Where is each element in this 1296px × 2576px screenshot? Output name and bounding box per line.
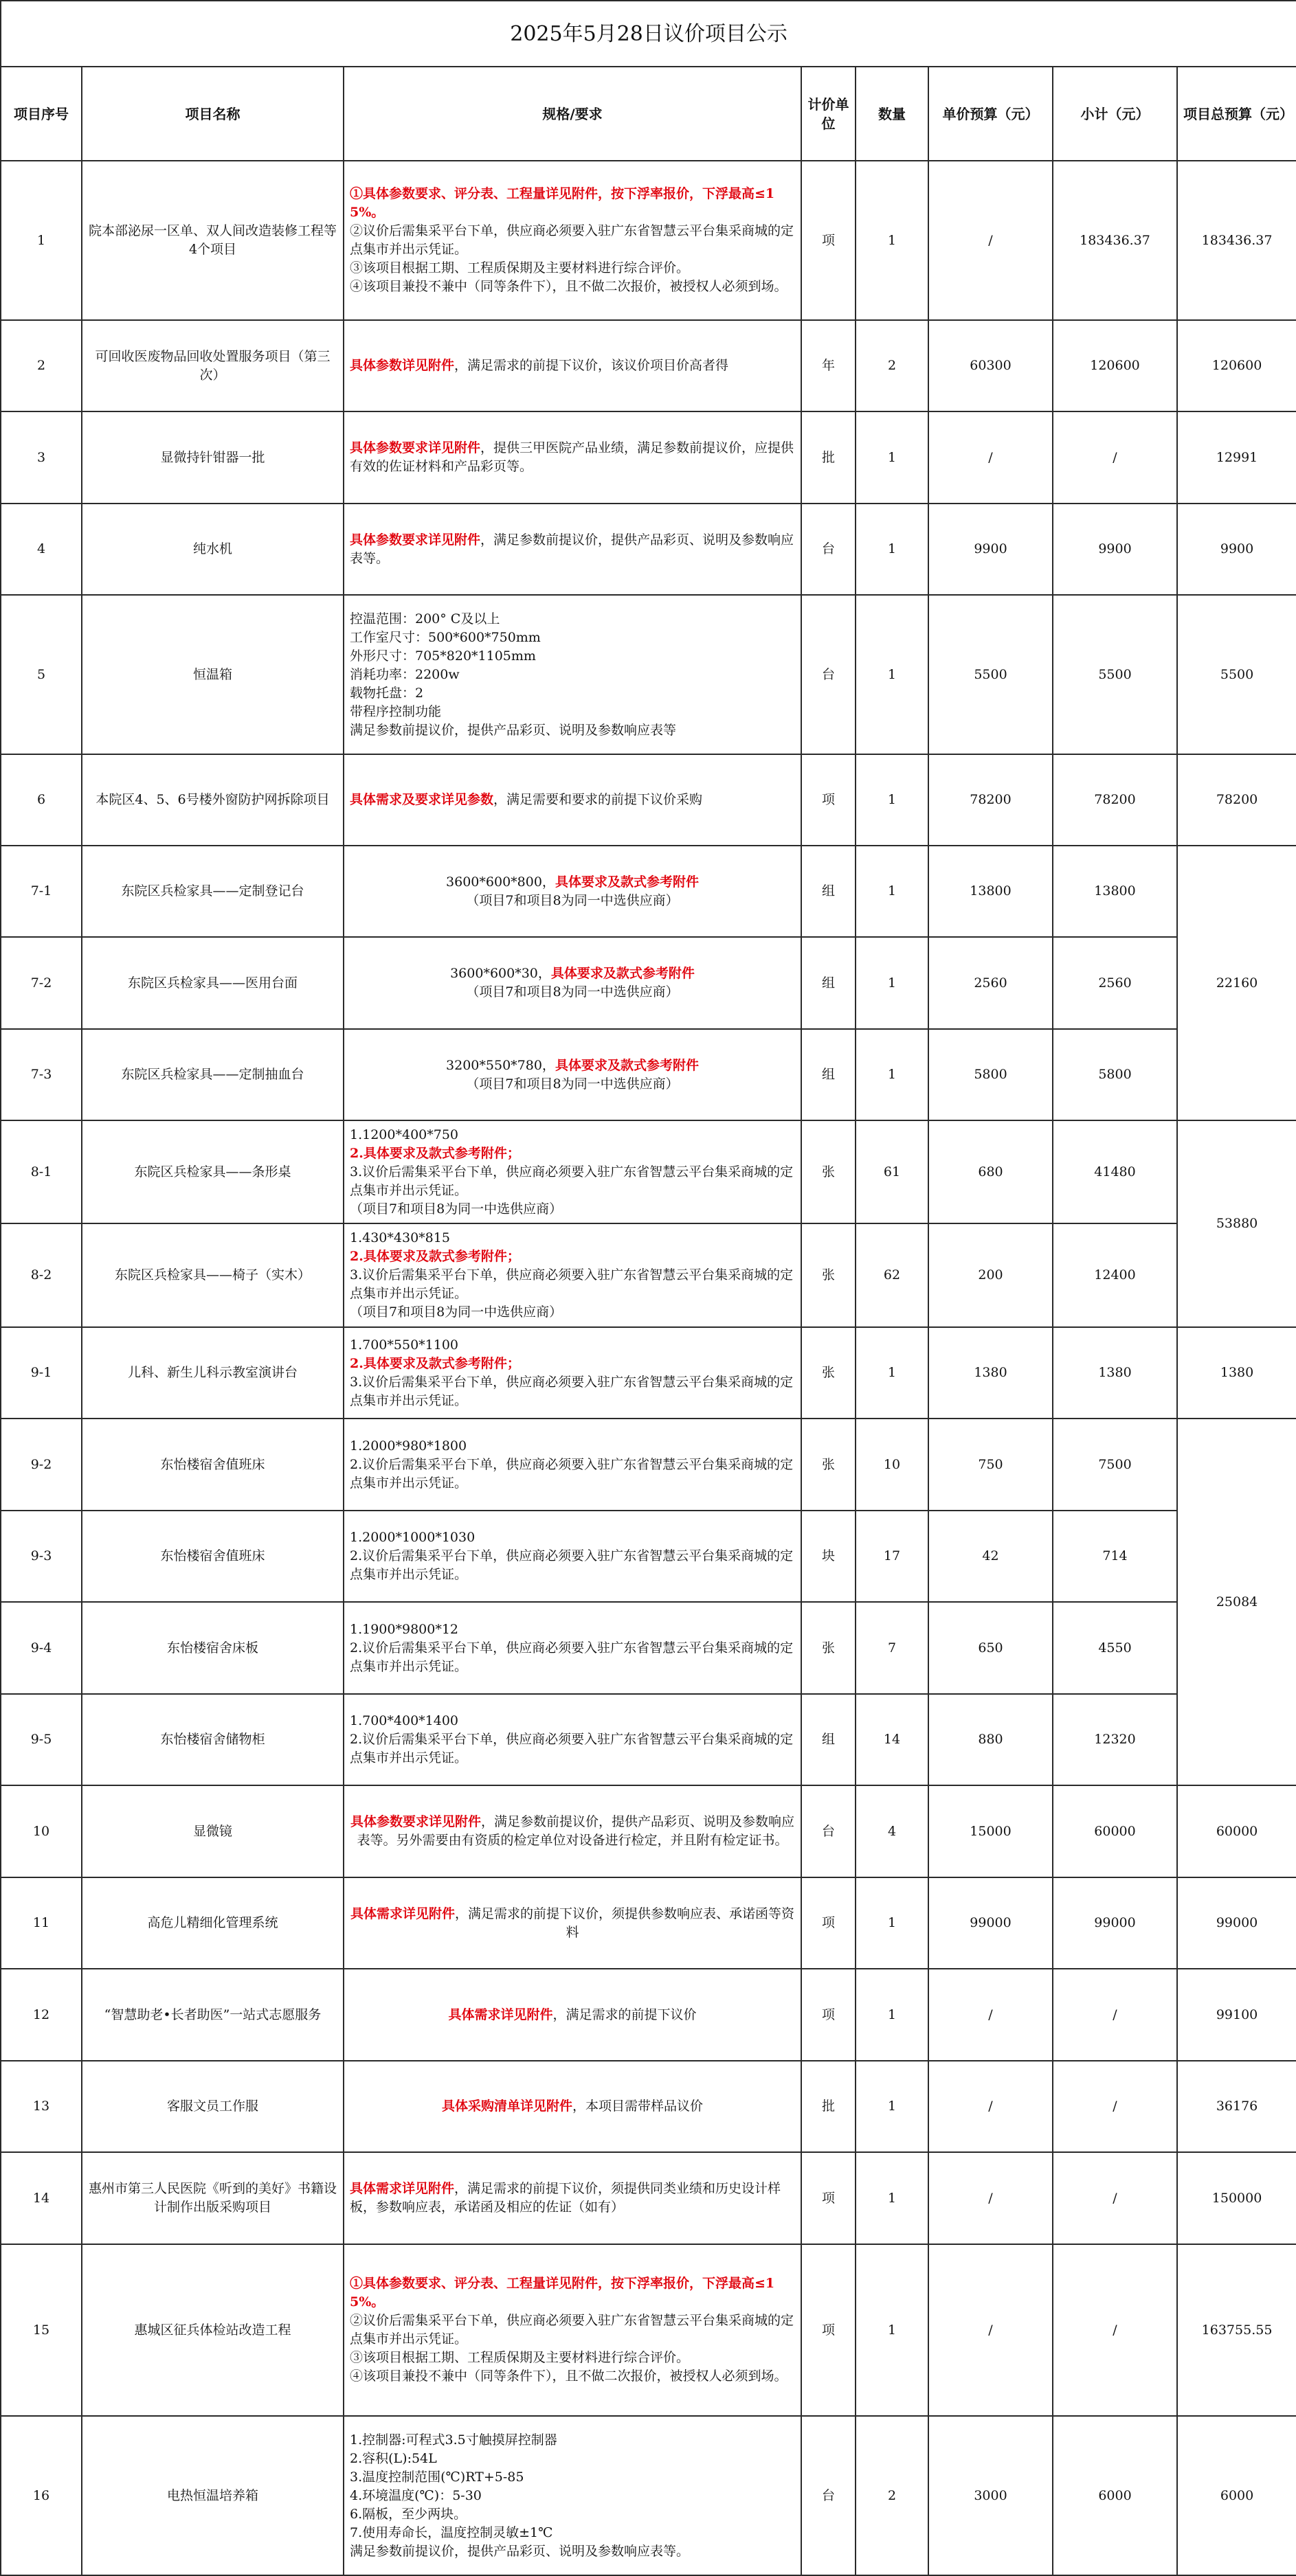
header-subtotal: 小计（元） <box>1053 67 1177 161</box>
spec-line: 7.使用寿命长，温度控制灵敏±1℃ <box>350 2524 553 2540</box>
cell-qty: 1 <box>856 754 928 846</box>
spec-highlight: 具体需求及要求详见参数 <box>350 792 494 807</box>
cell-qty: 2 <box>856 320 928 411</box>
cell-no: 1 <box>1 161 82 320</box>
cell-unit: 项 <box>801 1877 856 1969</box>
cell-qty: 1 <box>856 1029 928 1120</box>
cell-no: 16 <box>1 2416 82 2575</box>
cell-total: 36176 <box>1177 2061 1296 2152</box>
cell-no: 9-1 <box>1 1327 82 1419</box>
spec-text: ，满足需要和要求的前提下议价采购 <box>493 792 703 807</box>
cell-name: 客服文员工作服 <box>82 2061 344 2152</box>
cell-total: 120600 <box>1177 320 1296 411</box>
cell-name: 东怡楼宿舍值班床 <box>82 1419 344 1511</box>
cell-unit-price: 1380 <box>928 1327 1053 1419</box>
cell-name: 东院区兵检家具——定制抽血台 <box>82 1029 344 1120</box>
spec-highlight: 具体采购清单详见附件 <box>441 2099 572 2114</box>
cell-subtotal: 13800 <box>1053 846 1177 937</box>
spec-line: 3.议价后需集采平台下单，供应商必须要入驻广东省智慧云平台集采商城的定点集市并出示凭证。 <box>350 1267 794 1301</box>
cell-qty: 1 <box>856 937 928 1029</box>
page-title: 2025年5月28日议价项目公示 <box>1 1 1296 67</box>
cell-unit-price: / <box>928 411 1053 504</box>
cell-no: 14 <box>1 2152 82 2244</box>
cell-spec <box>344 937 801 1029</box>
cell-unit: 项 <box>801 2152 856 2244</box>
spec-line: 满足参数前提议价，提供产品彩页、说明及参数响应表等 <box>350 722 677 738</box>
cell-name: 恒温箱 <box>82 595 344 754</box>
cell-name: 显微持针钳器一批 <box>82 411 344 504</box>
cell-name: 东院区兵检家具——医用台面 <box>82 937 344 1029</box>
spec-line: 1.1200*400*750 <box>350 1127 459 1142</box>
spec-line: 3.温度控制范围(℃)RT+5-85 <box>350 2469 524 2485</box>
cell-unit: 批 <box>801 2061 856 2152</box>
table-row <box>1 1029 1296 1120</box>
cell-unit-price: / <box>928 2152 1053 2244</box>
header-name: 项目名称 <box>82 67 344 161</box>
header-unit-price: 单价预算（元） <box>928 67 1053 161</box>
cell-subtotal: / <box>1053 411 1177 504</box>
cell-total: 60000 <box>1177 1785 1296 1877</box>
cell-qty: 1 <box>856 504 928 595</box>
cell-total: 12991 <box>1177 411 1296 504</box>
spec-line: 3.议价后需集采平台下单，供应商必须要入驻广东省智慧云平台集采商城的定点集市并出示凭证。 <box>350 1374 794 1408</box>
spec-line: 控温范围：200° C及以上 <box>350 611 500 626</box>
cell-unit: 项 <box>801 2244 856 2416</box>
cell-spec <box>344 595 801 754</box>
table-row <box>1 1602 1296 1694</box>
cell-name: 惠州市第三人民医院《听到的美好》书籍设计制作出版采购项目 <box>82 2152 344 2244</box>
cell-no: 5 <box>1 595 82 754</box>
cell-subtotal: / <box>1053 2244 1177 2416</box>
cell-unit: 张 <box>801 1419 856 1511</box>
cell-subtotal: 6000 <box>1053 2416 1177 2575</box>
cell-spec <box>344 1694 801 1785</box>
cell-unit-price: 650 <box>928 1602 1053 1694</box>
table-row <box>1 1969 1296 2061</box>
spec-line: 1.2000*1000*1030 <box>350 1530 476 1545</box>
spec-line: 1.430*430*815 <box>350 1230 450 1245</box>
table-row <box>1 2061 1296 2152</box>
cell-total: 99000 <box>1177 1877 1296 1969</box>
cell-subtotal: 7500 <box>1053 1419 1177 1511</box>
cell-spec <box>344 411 801 504</box>
spec-note: （项目7和项目8为同一中选供应商） <box>466 984 679 999</box>
cell-total: 78200 <box>1177 754 1296 846</box>
cell-name: 纯水机 <box>82 504 344 595</box>
spec-line: 1.控制器:可程式3.5寸触摸屏控制器 <box>350 2432 557 2448</box>
cell-unit-price: / <box>928 2061 1053 2152</box>
cell-unit: 项 <box>801 754 856 846</box>
cell-name: 高危儿精细化管理系统 <box>82 1877 344 1969</box>
spec-text: 3600*600*800， <box>446 874 555 890</box>
cell-spec <box>344 846 801 937</box>
spec-text: ，满足需求的前提下议价，须提供同类业绩和历史设计样板，参数响应表，承诺函及相应的佐证（如有） <box>350 2181 781 2215</box>
spec-line: ③该项目根据工期、工程质保期及主要材料进行综合评价。 <box>350 2350 690 2365</box>
cell-name: 本院区4、5、6号楼外窗防护网拆除项目 <box>82 754 344 846</box>
cell-subtotal: 9900 <box>1053 504 1177 595</box>
spec-line: 2.议价后需集采平台下单，供应商必须要入驻广东省智慧云平台集采商城的定点集市并出示凭证。 <box>350 1640 794 1674</box>
spec-highlight: 2.具体要求及款式参考附件； <box>350 1249 520 1264</box>
cell-subtotal: / <box>1053 1969 1177 2061</box>
cell-name: 可回收医废物品回收处置服务项目（第三次） <box>82 320 344 411</box>
cell-unit-price: 15000 <box>928 1785 1053 1877</box>
cell-no: 9-2 <box>1 1419 82 1511</box>
spec-highlight: 具体要求及款式参考附件 <box>555 874 699 890</box>
spec-highlight: 具体需求详见附件 <box>350 2181 455 2196</box>
cell-no: 8-1 <box>1 1120 82 1223</box>
cell-qty: 4 <box>856 1785 928 1877</box>
table-row <box>1 2416 1296 2575</box>
cell-total: 53880 <box>1177 1120 1296 1327</box>
cell-unit: 张 <box>801 1602 856 1694</box>
cell-spec <box>344 2152 801 2244</box>
cell-name: “智慧助老•长者助医”一站式志愿服务 <box>82 1969 344 2061</box>
cell-total: 1380 <box>1177 1327 1296 1419</box>
cell-total: 25084 <box>1177 1419 1296 1785</box>
cell-unit: 台 <box>801 595 856 754</box>
cell-unit-price: 3000 <box>928 2416 1053 2575</box>
cell-name: 东怡楼宿舍储物柜 <box>82 1694 344 1785</box>
cell-subtotal: 1380 <box>1053 1327 1177 1419</box>
cell-unit: 项 <box>801 1969 856 2061</box>
cell-no: 7-3 <box>1 1029 82 1120</box>
cell-spec <box>344 320 801 411</box>
spec-line: 工作室尺寸：500*600*750mm <box>350 629 541 645</box>
cell-unit-price: 5800 <box>928 1029 1053 1120</box>
header-total: 项目总预算（元） <box>1177 67 1296 161</box>
cell-unit-price: 2560 <box>928 937 1053 1029</box>
spec-highlight: 2.具体要求及款式参考附件； <box>350 1355 520 1371</box>
spec-highlight: 具体要求及款式参考附件 <box>550 966 695 981</box>
cell-name: 东院区兵检家具——定制登记台 <box>82 846 344 937</box>
spec-line: 1.700*550*1100 <box>350 1337 459 1353</box>
cell-spec <box>344 1602 801 1694</box>
table-row <box>1 1694 1296 1785</box>
cell-unit: 组 <box>801 1029 856 1120</box>
cell-unit: 张 <box>801 1120 856 1223</box>
table-row <box>1 1877 1296 1969</box>
spec-line: 带程序控制功能 <box>350 703 442 719</box>
cell-qty: 61 <box>856 1120 928 1223</box>
cell-subtotal: 183436.37 <box>1053 161 1177 320</box>
spec-text: ，提供三甲医院产品业绩，满足参数前提议价，应提供有效的佐证材料和产品彩页等。 <box>350 440 794 474</box>
cell-name: 院本部泌尿一区单、双人间改造装修工程等4个项目 <box>82 161 344 320</box>
cell-subtotal: 4550 <box>1053 1602 1177 1694</box>
cell-spec <box>344 2244 801 2416</box>
cell-total: 163755.55 <box>1177 2244 1296 2416</box>
cell-unit-price: / <box>928 1969 1053 2061</box>
cell-no: 10 <box>1 1785 82 1877</box>
cell-no: 2 <box>1 320 82 411</box>
spec-line: ②议价后需集采平台下单，供应商必须要入驻广东省智慧云平台集采商城的定点集市并出示凭证。 <box>350 2313 794 2347</box>
table-row <box>1 1785 1296 1877</box>
cell-unit-price: / <box>928 161 1053 320</box>
cell-unit: 项 <box>801 161 856 320</box>
cell-unit-price: 42 <box>928 1511 1053 1602</box>
cell-subtotal: 12400 <box>1053 1223 1177 1327</box>
cell-no: 11 <box>1 1877 82 1969</box>
spec-line: 2.议价后需集采平台下单，供应商必须要入驻广东省智慧云平台集采商城的定点集市并出示凭证。 <box>350 1456 794 1491</box>
spec-line: 2.议价后需集采平台下单，供应商必须要入驻广东省智慧云平台集采商城的定点集市并出示凭证。 <box>350 1548 794 1582</box>
cell-unit: 台 <box>801 1785 856 1877</box>
cell-name: 惠城区征兵体检站改造工程 <box>82 2244 344 2416</box>
cell-no: 3 <box>1 411 82 504</box>
cell-spec <box>344 2061 801 2152</box>
spec-text: ，满足需求的前提下议价，须提供参数响应表、承诺函等资料 <box>455 1906 795 1940</box>
spec-note: （项目7和项目8为同一中选供应商） <box>466 1076 679 1092</box>
table-row <box>1 504 1296 595</box>
table-row <box>1 2244 1296 2416</box>
cell-subtotal: 99000 <box>1053 1877 1177 1969</box>
table-row <box>1 411 1296 504</box>
cell-subtotal: 41480 <box>1053 1120 1177 1223</box>
cell-unit: 批 <box>801 411 856 504</box>
cell-total: 6000 <box>1177 2416 1296 2575</box>
cell-spec <box>344 1029 801 1120</box>
cell-subtotal: 78200 <box>1053 754 1177 846</box>
header-spec: 规格/要求 <box>344 67 801 161</box>
spec-line: 6.隔板，至少两块。 <box>350 2506 467 2522</box>
spec-highlight: 具体参数要求详见附件 <box>350 440 481 455</box>
spec-line: 2.容积(L):54L <box>350 2450 437 2466</box>
cell-subtotal: 5800 <box>1053 1029 1177 1120</box>
spec-highlight: 具体要求及款式参考附件 <box>555 1057 699 1073</box>
cell-name: 电热恒温培养箱 <box>82 2416 344 2575</box>
cell-qty: 1 <box>856 595 928 754</box>
spec-note: （项目7和项目8为同一中选供应商） <box>466 892 679 908</box>
table-row <box>1 1511 1296 1602</box>
cell-unit-price: 680 <box>928 1120 1053 1223</box>
table-row <box>1 2152 1296 2244</box>
cell-no: 6 <box>1 754 82 846</box>
cell-no: 7-1 <box>1 846 82 937</box>
spec-text: ，满足需求的前提下议价 <box>552 2007 697 2022</box>
cell-qty: 1 <box>856 2244 928 2416</box>
cell-subtotal: 12320 <box>1053 1694 1177 1785</box>
table-row <box>1 595 1296 754</box>
spec-line: 1.1900*9800*12 <box>350 1621 459 1637</box>
cell-qty: 1 <box>856 2061 928 2152</box>
cell-spec <box>344 1419 801 1511</box>
spec-text: ，满足参数前提议价，提供产品彩页、说明及参数响应表等。另外需要由有资质的检定单位对设备进行检定，并且附有检定证书。 <box>357 1814 795 1848</box>
spec-highlight: 具体参数要求详见附件 <box>350 1814 481 1829</box>
cell-subtotal: 120600 <box>1053 320 1177 411</box>
cell-unit-price: 60300 <box>928 320 1053 411</box>
spec-line: 1.2000*980*1800 <box>350 1438 467 1454</box>
table-row <box>1 1419 1296 1511</box>
spec-text: ，满足参数前提议价，提供产品彩页、说明及参数响应表等。 <box>350 532 794 566</box>
spec-line: ②议价后需集采平台下单，供应商必须要入驻广东省智慧云平台集采商城的定点集市并出示凭证。 <box>350 223 794 257</box>
cell-total: 183436.37 <box>1177 161 1296 320</box>
spec-line: 载物托盘：2 <box>350 685 424 701</box>
cell-qty: 14 <box>856 1694 928 1785</box>
spec-line: 外形尺寸：705*820*1105mm <box>350 648 536 664</box>
spec-highlight: 具体参数要求详见附件 <box>350 532 481 547</box>
cell-unit: 组 <box>801 937 856 1029</box>
spec-line: 2.议价后需集采平台下单，供应商必须要入驻广东省智慧云平台集采商城的定点集市并出示凭证。 <box>350 1732 794 1765</box>
cell-no: 12 <box>1 1969 82 2061</box>
table-row <box>1 754 1296 846</box>
cell-total: 9900 <box>1177 504 1296 595</box>
cell-spec <box>344 504 801 595</box>
cell-name: 显微镜 <box>82 1785 344 1877</box>
cell-subtotal: / <box>1053 2061 1177 2152</box>
spec-line: 1.700*400*1400 <box>350 1713 459 1728</box>
cell-no: 4 <box>1 504 82 595</box>
cell-unit: 台 <box>801 504 856 595</box>
table-row <box>1 846 1296 937</box>
cell-spec <box>344 754 801 846</box>
cell-spec <box>344 1327 801 1419</box>
cell-spec <box>344 2416 801 2575</box>
cell-unit: 年 <box>801 320 856 411</box>
spec-text: ，满足需求的前提下议价，该议价项目价高者得 <box>454 358 729 373</box>
cell-name: 东怡楼宿舍值班床 <box>82 1511 344 1602</box>
cell-name: 儿科、新生儿科示教室演讲台 <box>82 1327 344 1419</box>
spec-highlight: 具体需求详见附件 <box>350 1906 455 1921</box>
cell-spec <box>344 1120 801 1223</box>
cell-qty: 17 <box>856 1511 928 1602</box>
cell-unit-price: 5500 <box>928 595 1053 754</box>
table-row <box>1 161 1296 320</box>
cell-spec <box>344 1785 801 1877</box>
cell-total: 22160 <box>1177 846 1296 1120</box>
cell-qty: 10 <box>856 1419 928 1511</box>
header-no: 项目序号 <box>1 67 82 161</box>
cell-unit: 张 <box>801 1223 856 1327</box>
cell-qty: 1 <box>856 1969 928 2061</box>
cell-total: 99100 <box>1177 1969 1296 2061</box>
spec-highlight: 具体需求详见附件 <box>448 2007 553 2022</box>
cell-qty: 7 <box>856 1602 928 1694</box>
cell-qty: 2 <box>856 2416 928 2575</box>
cell-no: 9-5 <box>1 1694 82 1785</box>
cell-total: 5500 <box>1177 595 1296 754</box>
spec-text: 3200*550*780， <box>446 1057 555 1073</box>
cell-qty: 1 <box>856 846 928 937</box>
spec-highlight: 2.具体要求及款式参考附件； <box>350 1145 520 1161</box>
table-row <box>1 320 1296 411</box>
cell-total: 150000 <box>1177 2152 1296 2244</box>
cell-qty: 1 <box>856 411 928 504</box>
cell-subtotal: / <box>1053 2152 1177 2244</box>
spec-highlight: 具体参数详见附件 <box>350 358 455 373</box>
cell-unit: 张 <box>801 1327 856 1419</box>
cell-unit-price: 880 <box>928 1694 1053 1785</box>
cell-qty: 1 <box>856 1877 928 1969</box>
cell-unit: 块 <box>801 1511 856 1602</box>
cell-subtotal: 60000 <box>1053 1785 1177 1877</box>
spec-note: （项目7和项目8为同一中选供应商） <box>350 1201 563 1217</box>
cell-qty: 1 <box>856 161 928 320</box>
spec-line: 3.议价后需集采平台下单，供应商必须要入驻广东省智慧云平台集采商城的定点集市并出示凭证。 <box>350 1164 794 1198</box>
cell-unit-price: 200 <box>928 1223 1053 1327</box>
cell-no: 9-3 <box>1 1511 82 1602</box>
spec-line: ④该项目兼投不兼中（同等条件下），且不做二次报价，被授权人必须到场。 <box>350 279 787 294</box>
cell-unit-price: 750 <box>928 1419 1053 1511</box>
cell-unit-price: 9900 <box>928 504 1053 595</box>
cell-unit: 组 <box>801 846 856 937</box>
spec-line: 4.环境温度(℃)：5-30 <box>350 2487 482 2503</box>
table-row <box>1 1223 1296 1327</box>
cell-name: 东院区兵检家具——椅子（实木） <box>82 1223 344 1327</box>
spec-text: 3600*600*30， <box>450 966 551 981</box>
header-unit: 计价单位 <box>801 67 856 161</box>
cell-qty: 62 <box>856 1223 928 1327</box>
cell-unit: 组 <box>801 1694 856 1785</box>
cell-no: 7-2 <box>1 937 82 1029</box>
header-row <box>1 67 1296 161</box>
cell-subtotal: 2560 <box>1053 937 1177 1029</box>
spec-text: ，本项目需带样品议价 <box>572 2099 704 2114</box>
table-row <box>1 1120 1296 1223</box>
spec-line: 满足参数前提议价，提供产品彩页、说明及参数响应表等。 <box>350 2543 690 2559</box>
spec-highlight: ①具体参数要求、评分表、工程量详见附件，按下浮率报价，下浮最高≤15%。 <box>350 2276 775 2309</box>
cell-no: 8-2 <box>1 1223 82 1327</box>
cell-spec <box>344 1511 801 1602</box>
cell-qty: 1 <box>856 1327 928 1419</box>
cell-subtotal: 714 <box>1053 1511 1177 1602</box>
cell-no: 13 <box>1 2061 82 2152</box>
cell-spec <box>344 1877 801 1969</box>
cell-name: 东院区兵检家具——条形桌 <box>82 1120 344 1223</box>
cell-unit-price: 13800 <box>928 846 1053 937</box>
cell-unit-price: 99000 <box>928 1877 1053 1969</box>
table-row <box>1 937 1296 1029</box>
table-row <box>1 1327 1296 1419</box>
cell-spec <box>344 1969 801 2061</box>
cell-spec <box>344 161 801 320</box>
spec-note: （项目7和项目8为同一中选供应商） <box>350 1304 563 1320</box>
cell-unit-price: / <box>928 2244 1053 2416</box>
spec-line: 消耗功率：2200w <box>350 666 460 682</box>
cell-name: 东怡楼宿舍床板 <box>82 1602 344 1694</box>
cell-unit: 台 <box>801 2416 856 2575</box>
cell-spec <box>344 1223 801 1327</box>
spec-line: ④该项目兼投不兼中（同等条件下），且不做二次报价，被授权人必须到场。 <box>350 2369 787 2384</box>
header-qty: 数量 <box>856 67 928 161</box>
cell-subtotal: 5500 <box>1053 595 1177 754</box>
spec-line: ③该项目根据工期、工程质保期及主要材料进行综合评价。 <box>350 260 690 275</box>
cell-no: 9-4 <box>1 1602 82 1694</box>
spec-highlight: ①具体参数要求、评分表、工程量详见附件，按下浮率报价，下浮最高≤15%。 <box>350 186 775 220</box>
title-row <box>1 1 1296 67</box>
cell-no: 15 <box>1 2244 82 2416</box>
cell-qty: 1 <box>856 2152 928 2244</box>
cell-unit-price: 78200 <box>928 754 1053 846</box>
